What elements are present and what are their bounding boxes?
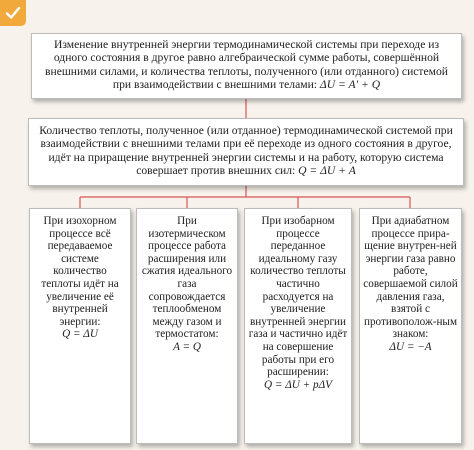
isobaric-process-text: При изобарном процессе переданное идеальному газу количество теплоты частично расходуется на увеличение внутренней энергии газа и частично идёт на совершение работы при его расширении: bbox=[248, 215, 348, 379]
adiabatic-process-box bbox=[359, 208, 462, 444]
isobaric-process-box bbox=[244, 208, 352, 444]
first-law-definition-text: Изменение внутренней энергии термодинамической системы при переходе из одного состояния в другое равно алгебраической сумме работы, совершённой внешними силами, и количества теплоты, полученного (или отданного) системой при взаимодействии с внешними телами: bbox=[45, 38, 448, 92]
isochoric-process-box bbox=[29, 208, 131, 444]
heat-quantity-formula: Q = ΔU + A bbox=[298, 164, 356, 178]
isothermal-process-box bbox=[136, 208, 238, 444]
isochoric-process-text: При изохорном процессе всё передаваемое системе количество теплоты идёт на увеличение её внутренней энергии: bbox=[41, 215, 119, 328]
heat-quantity-text: Количество теплоты, полученное (или отданное) термодинамической системой при взаимодействии с внешними телами при её переходе из одного состояния в другое, идёт на приращение внутренней энергии системы и на работу, которую система совершает против внешних сил: bbox=[39, 124, 453, 178]
isothermal-process-formula: A = Q bbox=[173, 340, 201, 353]
isothermal-process-text: При изотермическом процессе работа расширения или сжатия идеального газа сопровождается теплообменом между газом и термостатом: bbox=[141, 215, 233, 341]
adiabatic-process-text: При адиабатном процессе прира-щение внутрен-ней энергии газа равно работе, совершаемой силой давления газа, взятой с противополож-ным знаком: bbox=[363, 215, 458, 341]
first-law-definition-box bbox=[31, 33, 462, 99]
adiabatic-process-formula: ΔU = −A bbox=[389, 340, 432, 353]
isobaric-process-formula: Q = ΔU + pΔV bbox=[263, 378, 332, 391]
first-law-formula: ΔU = A′ + Q bbox=[319, 78, 381, 92]
isochoric-process-formula: Q = ΔU bbox=[62, 328, 98, 341]
heat-quantity-box bbox=[28, 118, 464, 186]
